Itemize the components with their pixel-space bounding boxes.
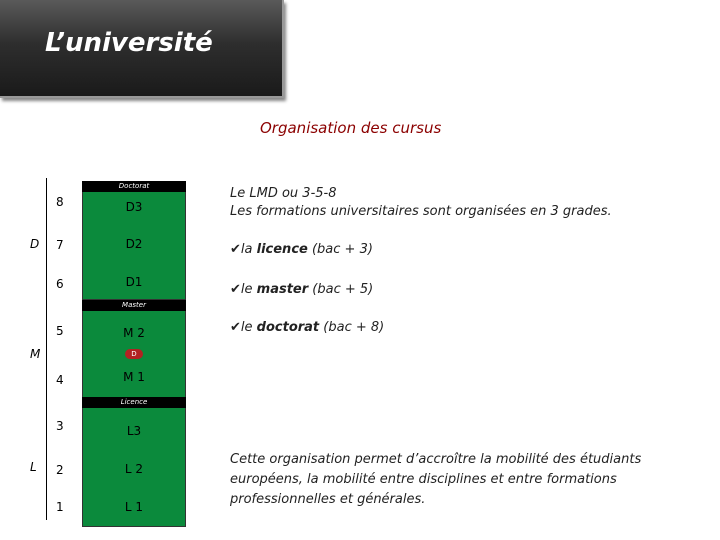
title-banner [0, 0, 284, 98]
licence-bar: Licence [82, 397, 186, 408]
grade-l: L [30, 460, 37, 474]
grade-d: D [30, 237, 40, 251]
lmd-description: Les formations universitaires sont organisées en 3 grades. [230, 204, 612, 219]
bullet-suffix: (bac + 5) [308, 282, 374, 297]
year-axis-line [46, 178, 47, 520]
bullet-prefix: le [240, 282, 257, 297]
cell-d1: D1 [125, 275, 143, 289]
page-title: L’université [45, 28, 213, 58]
cell-l2: L 2 [124, 462, 144, 476]
grade-m: M [30, 347, 41, 361]
check-icon: ✔ [230, 320, 241, 335]
year-label: 5 [56, 324, 64, 338]
bullet-keyword: doctorat [256, 320, 320, 335]
cell-m1: M 1 [123, 370, 145, 384]
year-label: 8 [56, 195, 64, 209]
cell-m2: M 2 [123, 326, 145, 340]
bullet-licence [230, 242, 373, 257]
year-label: 1 [56, 500, 64, 514]
lmd-title: Le LMD ou 3-5-8 [230, 186, 337, 201]
check-icon: ✔ [230, 282, 241, 297]
page-subtitle: Organisation des cursus [260, 119, 442, 137]
doctorat-bar: Doctorat [82, 181, 186, 192]
bullet-suffix: (bac + 8) [319, 320, 385, 335]
bullet-keyword: master [256, 282, 309, 297]
cell-d2: D2 [125, 237, 143, 251]
bullet-doctorat [230, 320, 384, 335]
cell-l1: L 1 [124, 500, 144, 514]
bullet-master [230, 282, 373, 297]
master-bar: Master [82, 300, 186, 311]
check-icon: ✔ [230, 242, 241, 257]
bullet-suffix: (bac + 3) [307, 242, 373, 257]
bubble-marker: D [125, 349, 143, 359]
cell-l3: L3 [126, 424, 142, 438]
year-label: 2 [56, 463, 64, 477]
bullet-keyword: licence [256, 242, 308, 257]
mobility-paragraph: Cette organisation permet d’accroître la mobilité des étudiants européens, la mobilité entre disciplines et entre formations professionnelles et générales. [230, 452, 642, 507]
year-label: 6 [56, 277, 64, 291]
bullet-prefix: la [240, 242, 257, 257]
cell-d3: D3 [125, 200, 143, 214]
year-label: 4 [56, 373, 64, 387]
bullet-prefix: le [240, 320, 257, 335]
year-label: 7 [56, 238, 64, 252]
year-label: 3 [56, 419, 64, 433]
